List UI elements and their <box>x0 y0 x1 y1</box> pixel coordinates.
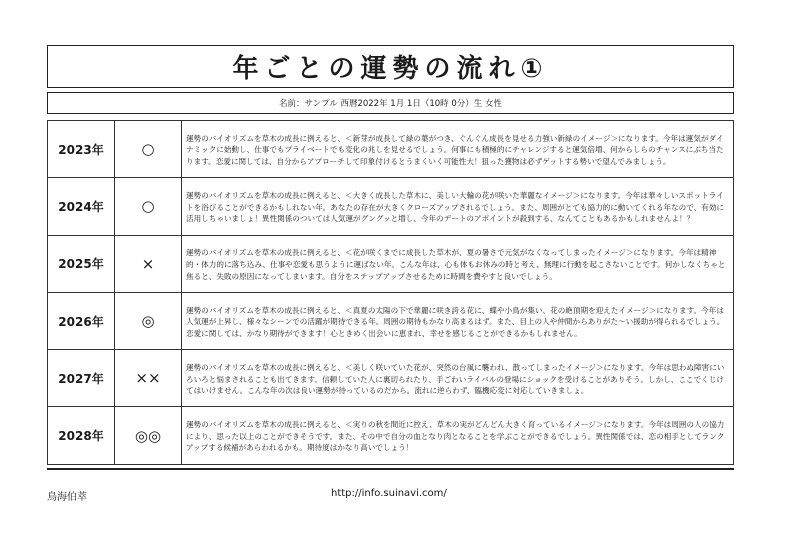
description-text: 運勢のバイオリズムを草木の成長に例えると、＜大きく成長した草木に、美しい大輪の花が咲いた華麗なイメージ＞になります。今年は華々しいスポットライトを浴びることができるかもしれない年。あなたの存在が大きくクローズアップされるでしょう。また、周囲がとても協力的に動いてくれる年なので、有効に活用しちゃいましょ！異性関係のついては人気運がグングッと増し、今年のデートのアポイントが殺到する、なんてこともあるかもしれませんよ！？ <box>186 191 725 224</box>
description-text: 運勢のバイオリズムを草木の成長に例えると、＜実りの秋を間近に控え、草木の実がどんどん大きく育っているイメージ＞になります。今年は周囲の人の協力により、思った以上のことができそうです。また、その中で自分の血となり肉となることを学ぶことができるでしょう。異性関係では、恋の相手としてランクアップする候補があらわれるかも。期待度はかなり高いでしょう！ <box>186 420 725 453</box>
description-cell <box>182 350 734 407</box>
year-cell: 2026年 <box>48 292 115 349</box>
fortune-table <box>47 120 734 465</box>
description-text: 運勢のバイオリズムを草木の成長に例えると、＜新芽が成長して緑の葉がつき、ぐんぐん成長を見せる力強い新緑のイメージ＞になります。今年は運気がダイナミックに始動し、仕事でもプライベートでも変化の兆しを見せるでしょう。何事にも積極的にチャレンジすると運気倍増、何からしらのチャンスにぶち当たります。恋愛に関しては、自分からアプローチして印象付けるとうまくいく可能性大！狙った獲物は必ずゲットする勢いで望んでみましょう。 <box>186 133 724 166</box>
year-cell: 2024年 <box>48 178 115 235</box>
table-row <box>48 121 734 178</box>
table-row <box>48 178 734 235</box>
profile-line: 名前：サンプル 西暦2022年 1月 1日（10時 0分）生 女性 <box>279 99 502 109</box>
description-cell <box>182 407 734 464</box>
title-box <box>47 45 734 88</box>
description-cell <box>182 178 734 235</box>
year-cell: 2028年 <box>48 407 115 464</box>
fortune-mark: ◎ <box>115 292 182 349</box>
table-row <box>48 407 734 464</box>
description-text: 運勢のバイオリズムを草木の成長に例えると、＜美しく咲いていた花が、突然の台風に襲われ、散ってしまったイメージ＞になります。今年は思わぬ障害にいろいろと悩まされることも出てきます。信頼していた人に裏切られたり、手ごわいライバルの登場にショックを受けることがありそう。しかし、ここでくじけてはいけません。こんな年の次は良い運勢が待っているのだから。流れに逆らわず、臨機応変に対応していきましょ。 <box>186 362 725 396</box>
fortune-mark: × <box>115 235 182 292</box>
fortune-mark: ×× <box>115 350 182 407</box>
description-text: 運勢のバイオリズムを草木の成長に例えると、＜真夏の太陽の下で華麗に咲き誇る花に、蝶や小鳥が集い、花の絶頂期を迎えたイメージ＞になります。今年は人気運が上昇し、様々なシーンでの活躍が期待できる年。周囲の期待もかなり高まるはず。また、目上の人や仲間からありがた～い援助が得られるでしょう。恋愛に関しては、かなり期待ができます！心ときめく出会いに恵まれ、幸せを感じることができるかもしれません。 <box>186 305 725 338</box>
table-row <box>48 350 734 407</box>
year-cell: 2025年 <box>48 235 115 292</box>
fortune-mark: ◎◎ <box>115 407 182 464</box>
year-cell: 2023年 <box>48 121 115 178</box>
description-cell <box>182 121 734 178</box>
description-cell <box>182 235 734 292</box>
footer-divider <box>47 468 734 470</box>
description-cell <box>182 292 734 349</box>
author-name: 鳥海伯萃 <box>47 492 87 503</box>
table-row <box>48 235 734 292</box>
year-cell: 2027年 <box>48 350 115 407</box>
page-title: 年ごとの運勢の流れ① <box>232 54 549 84</box>
fortune-mark: ○ <box>115 178 182 235</box>
profile-box <box>47 92 734 114</box>
site-url: http://info.suinavi.com/ <box>331 488 447 499</box>
description-text: 運勢のバイオリズムを草木の成長に例えると、＜花が咲くまでに成長した草木が、夏の暑さで元気がなくなってしまったイメージ＞になります。今年は精神的・体力的に落ち込み、仕事や恋愛も思うように運ばない年。こんな年は、心も体もお休みの時と考え、無理に行動を起こさないことです。何かしなくちゃと焦ると、失敗の原因になってしまいます。自分をステップアップさせるために時間を費やすと良いでしょう。 <box>186 248 726 281</box>
fortune-mark: ○ <box>115 121 182 178</box>
table-row <box>48 292 734 349</box>
